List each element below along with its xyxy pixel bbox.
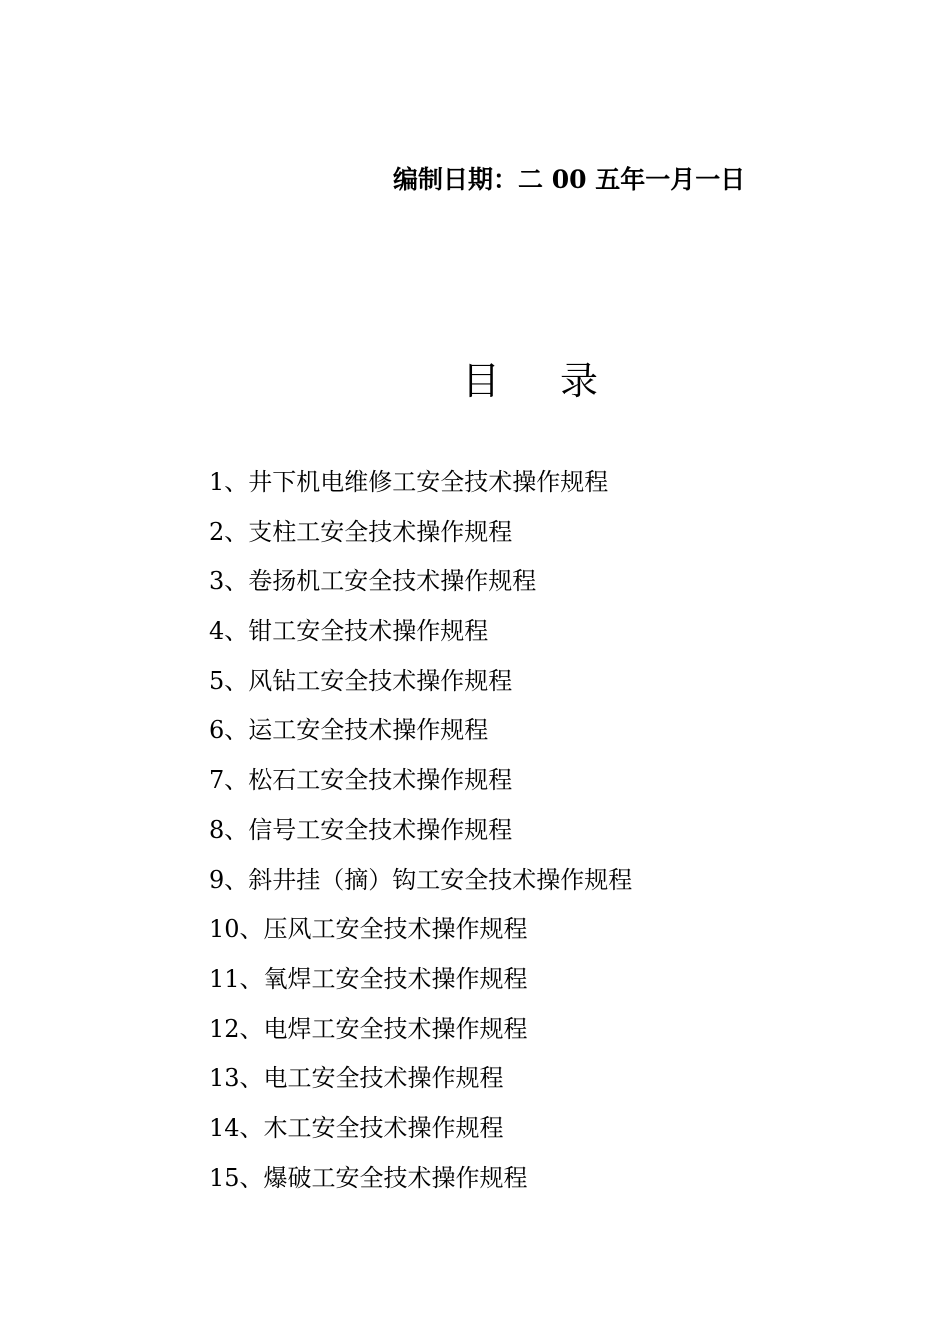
toc-item: 1、井下机电维修工安全技术操作规程 bbox=[209, 468, 609, 496]
toc-item: 14、木工安全技术操作规程 bbox=[209, 1113, 504, 1142]
toc-item: 11、氧焊工安全技术操作规程 bbox=[209, 964, 528, 993]
toc-item: 5、风钻工安全技术操作规程 bbox=[209, 666, 513, 695]
toc-item: 2、支柱工安全技术操作规程 bbox=[209, 517, 513, 546]
toc-item: 7、松石工安全技术操作规程 bbox=[209, 766, 513, 795]
toc-item: 12、电焊工安全技术操作规程 bbox=[209, 1014, 528, 1043]
toc-item: 15、爆破工安全技术操作规程 bbox=[209, 1163, 528, 1192]
toc-title bbox=[462, 354, 598, 408]
toc-item: 9、斜井挂（摘）钩工安全技术操作规程 bbox=[209, 865, 633, 894]
toc-item: 13、电工安全技术操作规程 bbox=[209, 1064, 504, 1093]
toc-item: 10、压风工安全技术操作规程 bbox=[209, 915, 528, 944]
compilation-date: 编制日期：二 00 五年一月一日 bbox=[393, 165, 746, 194]
toc-item: 8、信号工安全技术操作规程 bbox=[209, 815, 513, 844]
toc-item: 6、运工安全技术操作规程 bbox=[209, 716, 489, 745]
toc-item: 3、卷扬机工安全技术操作规程 bbox=[209, 567, 537, 596]
toc-list bbox=[209, 458, 632, 1203]
toc-item: 4、钳工安全技术操作规程 bbox=[209, 617, 489, 646]
toc-title-char-2: 录 bbox=[560, 359, 599, 403]
toc-title-char-1: 目 bbox=[462, 359, 501, 403]
